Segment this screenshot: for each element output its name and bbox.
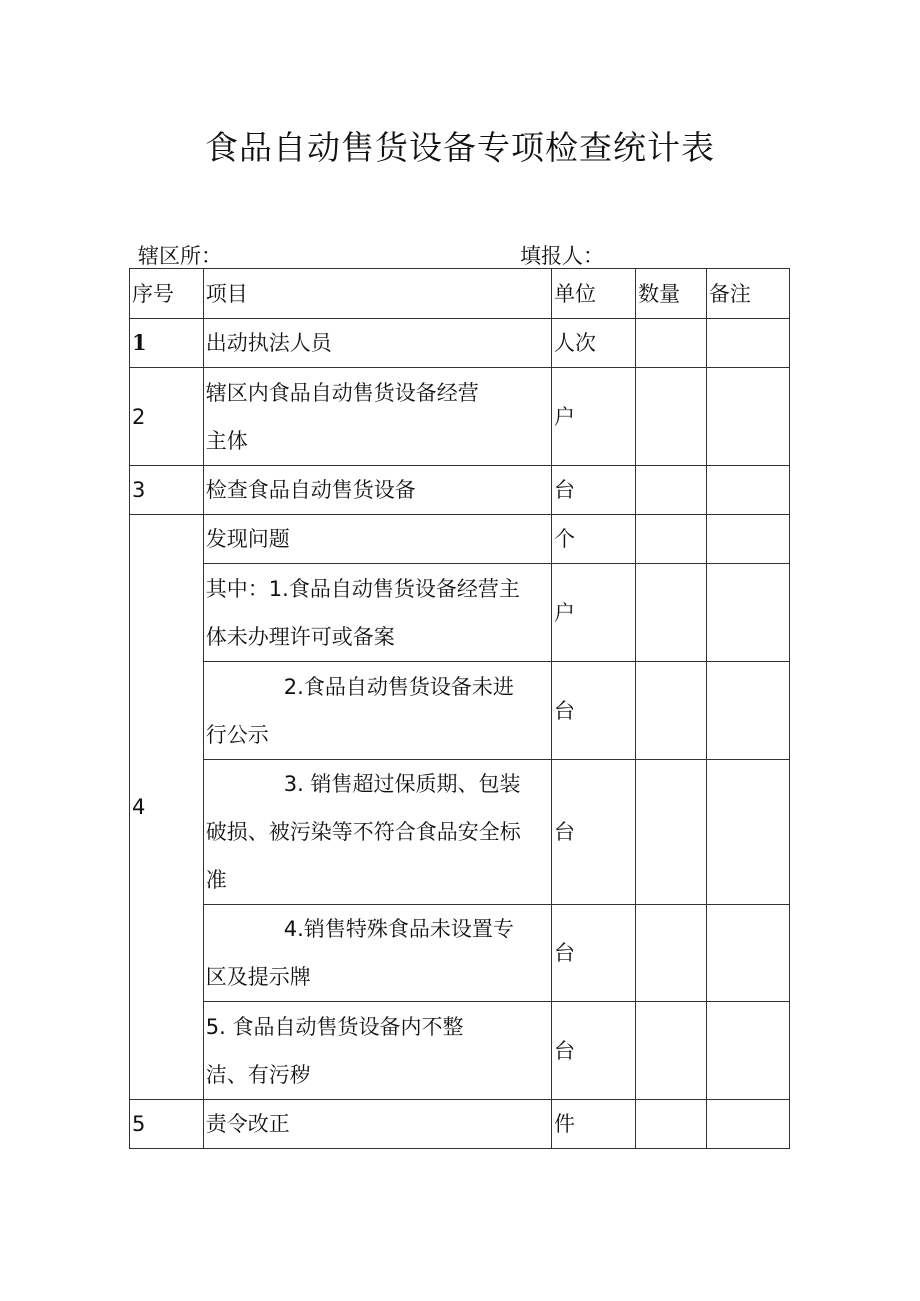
table-row: [130, 564, 790, 662]
note-cell[interactable]: [706, 1002, 789, 1100]
row-unit: 户: [551, 368, 635, 466]
table-row: [130, 319, 790, 368]
table-row: [130, 662, 790, 760]
row-item: [203, 905, 551, 1002]
item-line: 5. 食品自动售货设备内不整: [205, 1014, 464, 1039]
header-row: [130, 269, 790, 319]
row-unit: 台: [551, 760, 635, 905]
qty-cell[interactable]: [636, 905, 707, 1002]
item-line: 2.食品自动售货设备未进: [283, 674, 514, 699]
row-item: [203, 662, 551, 760]
qty-cell[interactable]: [636, 1002, 707, 1100]
row-item: [203, 760, 551, 905]
table-row: [130, 368, 790, 466]
table-row: [130, 515, 790, 564]
row-unit: 台: [551, 905, 635, 1002]
inspection-table: [129, 268, 790, 1149]
qty-cell[interactable]: [636, 368, 707, 466]
note-cell[interactable]: [706, 1100, 789, 1149]
note-cell[interactable]: [706, 319, 789, 368]
row-item: [203, 1100, 551, 1149]
item-line: 体未办理许可或备案: [205, 624, 395, 649]
row-unit: 台: [551, 662, 635, 760]
qty-cell[interactable]: [636, 662, 707, 760]
note-cell[interactable]: [706, 760, 789, 905]
note-cell[interactable]: [706, 466, 789, 515]
header-no: 序号: [130, 269, 204, 319]
page-title: 食品自动售货设备专项检查统计表: [205, 128, 715, 167]
item-line: 洁、有污秽: [205, 1062, 311, 1087]
item-line: 3. 销售超过保质期、包装: [283, 772, 521, 796]
table-row: [130, 905, 790, 1002]
row-unit: 户: [551, 564, 635, 662]
item-line: 4.销售特殊食品未设置专: [283, 917, 514, 941]
qty-cell[interactable]: [636, 319, 707, 368]
header-item: 项目: [203, 269, 551, 319]
row-item: [203, 564, 551, 662]
row-unit: 件: [551, 1100, 635, 1149]
item-line: 发现问题: [205, 527, 290, 551]
table-row: [130, 466, 790, 515]
row-item: [203, 1002, 551, 1100]
qty-cell[interactable]: [636, 466, 707, 515]
table-row: [130, 760, 790, 905]
header-qty: 数量: [636, 269, 707, 319]
item-line: 其中：1.食品自动售货设备经营主: [205, 576, 520, 601]
qty-cell[interactable]: [636, 515, 707, 564]
item-line: 破损、被污染等不符合食品安全标: [205, 820, 521, 844]
header-unit: 单位: [551, 269, 635, 319]
item-line: 辖区内食品自动售货设备经营: [205, 380, 479, 405]
qty-cell[interactable]: [636, 760, 707, 905]
row-item: [203, 515, 551, 564]
item-line: 责令改正: [205, 1112, 290, 1136]
table-row: [130, 1100, 790, 1149]
row-unit: 台: [551, 466, 635, 515]
row-unit: 人次: [551, 319, 635, 368]
item-line: 检查食品自动售货设备: [205, 478, 416, 502]
note-cell[interactable]: [706, 564, 789, 662]
item-line: 区及提示牌: [205, 965, 311, 989]
row-no: 3: [130, 466, 204, 515]
row-no: 1: [130, 319, 204, 368]
item-line: 准: [205, 868, 227, 892]
qty-cell[interactable]: [636, 1100, 707, 1149]
reporter-label: 填报人：: [520, 244, 604, 268]
row-unit: 台: [551, 1002, 635, 1100]
qty-cell[interactable]: [636, 564, 707, 662]
row-no: 4: [130, 515, 204, 1100]
item-line: 行公示: [205, 722, 269, 747]
item-line: 主体: [205, 428, 248, 453]
row-no: 2: [130, 368, 204, 466]
row-unit: 个: [551, 515, 635, 564]
table-row: [130, 1002, 790, 1100]
row-item: [203, 368, 551, 466]
district-label: 辖区所：: [138, 244, 222, 268]
note-cell[interactable]: [706, 662, 789, 760]
row-no: 5: [130, 1100, 204, 1149]
item-line: 出动执法人员: [205, 331, 332, 355]
header-note: 备注: [706, 269, 789, 319]
row-item: [203, 319, 551, 368]
note-cell[interactable]: [706, 905, 789, 1002]
note-cell[interactable]: [706, 368, 789, 466]
row-item: [203, 466, 551, 515]
note-cell[interactable]: [706, 515, 789, 564]
